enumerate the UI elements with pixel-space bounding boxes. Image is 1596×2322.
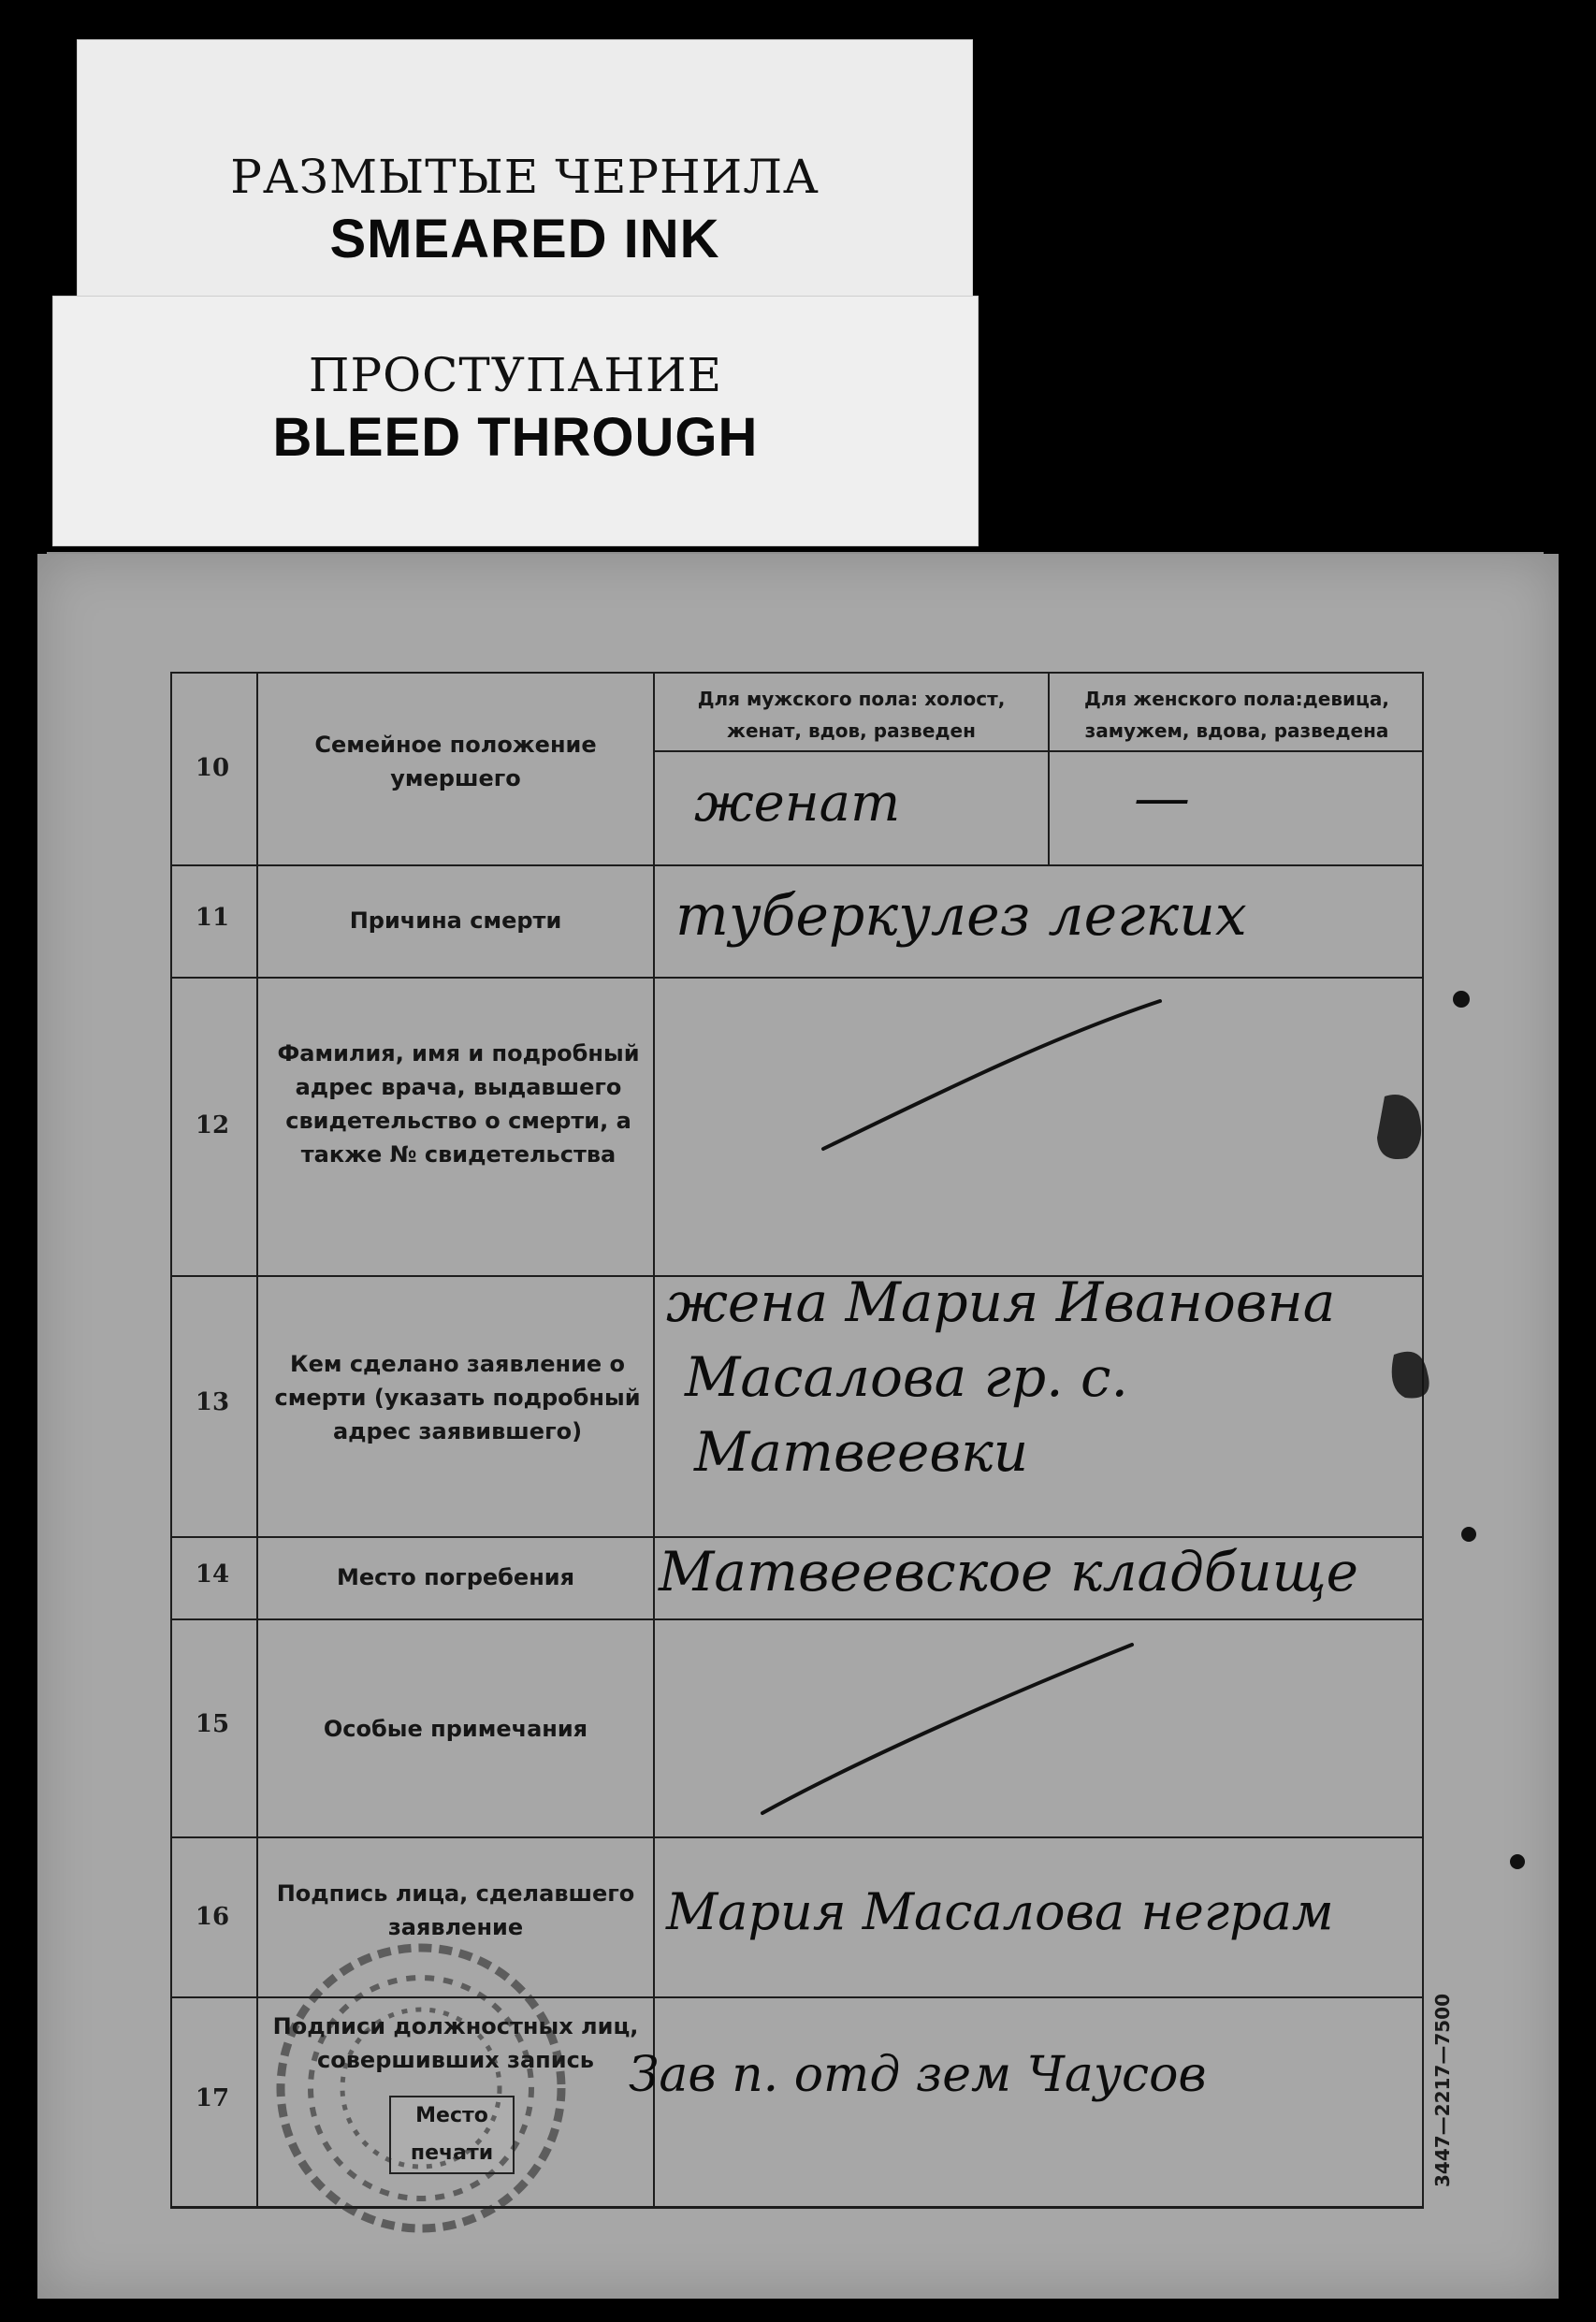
record-form	[170, 672, 1454, 2208]
official-signature-value: Зав п. отд зем Чаусов	[629, 2047, 1207, 2103]
cause-of-death-value: туберкулез легких	[675, 883, 1247, 949]
smeared-ink-ru: РАЗМЫТЫЕ ЧЕРНИЛА	[230, 150, 820, 204]
row-number: 11	[195, 904, 230, 932]
row-number: 15	[195, 1710, 230, 1738]
row-label-officials-signature: Подписи должностных лиц, совершивших запись	[272, 2013, 639, 2073]
row-number: 17	[195, 2084, 230, 2112]
row-number: 14	[195, 1560, 230, 1589]
print-code: 3447—2217—7500	[1431, 1994, 1454, 2187]
male-status-value: женат	[694, 773, 901, 834]
row-label-doctor-info: Фамилия, имя и подробный адрес врача, выдавшего свидетельство о смерти, а также № свидетельства	[277, 1040, 640, 1168]
seal-place-box: Место печати	[391, 2097, 513, 2172]
declarant-line-1: жена Мария Ивановна	[666, 1270, 1336, 1334]
smeared-ink-en: SMEARED INK	[329, 209, 720, 269]
row-label-special-notes: Особые примечания	[323, 1716, 588, 1742]
row-number: 10	[195, 754, 230, 782]
declarant-signature-value: Мария Масалова неграм	[666, 1882, 1334, 1941]
female-status-header: Для женского пола:девица, замужем, вдова, разведена	[1084, 688, 1389, 742]
row-label-burial-place: Место погребения	[336, 1564, 575, 1590]
declarant-line-2: Масалова гр. с.	[685, 1345, 1128, 1409]
bleed-through-label-card	[52, 296, 979, 546]
bleed-through-en: BLEED THROUGH	[272, 407, 759, 468]
row-number: 12	[195, 1111, 230, 1139]
bleed-through-ru: ПРОСТУПАНИЕ	[308, 348, 723, 402]
row-number: 13	[195, 1388, 230, 1416]
female-status-value: —	[1134, 765, 1190, 831]
male-status-header: Для мужского пола: холост, женат, вдов, разведен	[697, 688, 1006, 742]
row-label-cause-of-death: Причина смерти	[349, 907, 562, 934]
row-number: 16	[195, 1903, 230, 1931]
row-label-marital-status: Семейное положение умершего	[314, 732, 597, 791]
row-label-declarant: Кем сделано заявление о смерти (указать подробный адрес заявившего)	[274, 1351, 641, 1444]
smeared-ink-label-card	[77, 39, 973, 311]
burial-place-value: Матвеевское кладбище	[659, 1540, 1358, 1604]
declarant-line-3: Матвеевки	[694, 1420, 1029, 1484]
row-label-declarant-signature: Подпись лица, сделавшего заявление	[276, 1880, 635, 1940]
